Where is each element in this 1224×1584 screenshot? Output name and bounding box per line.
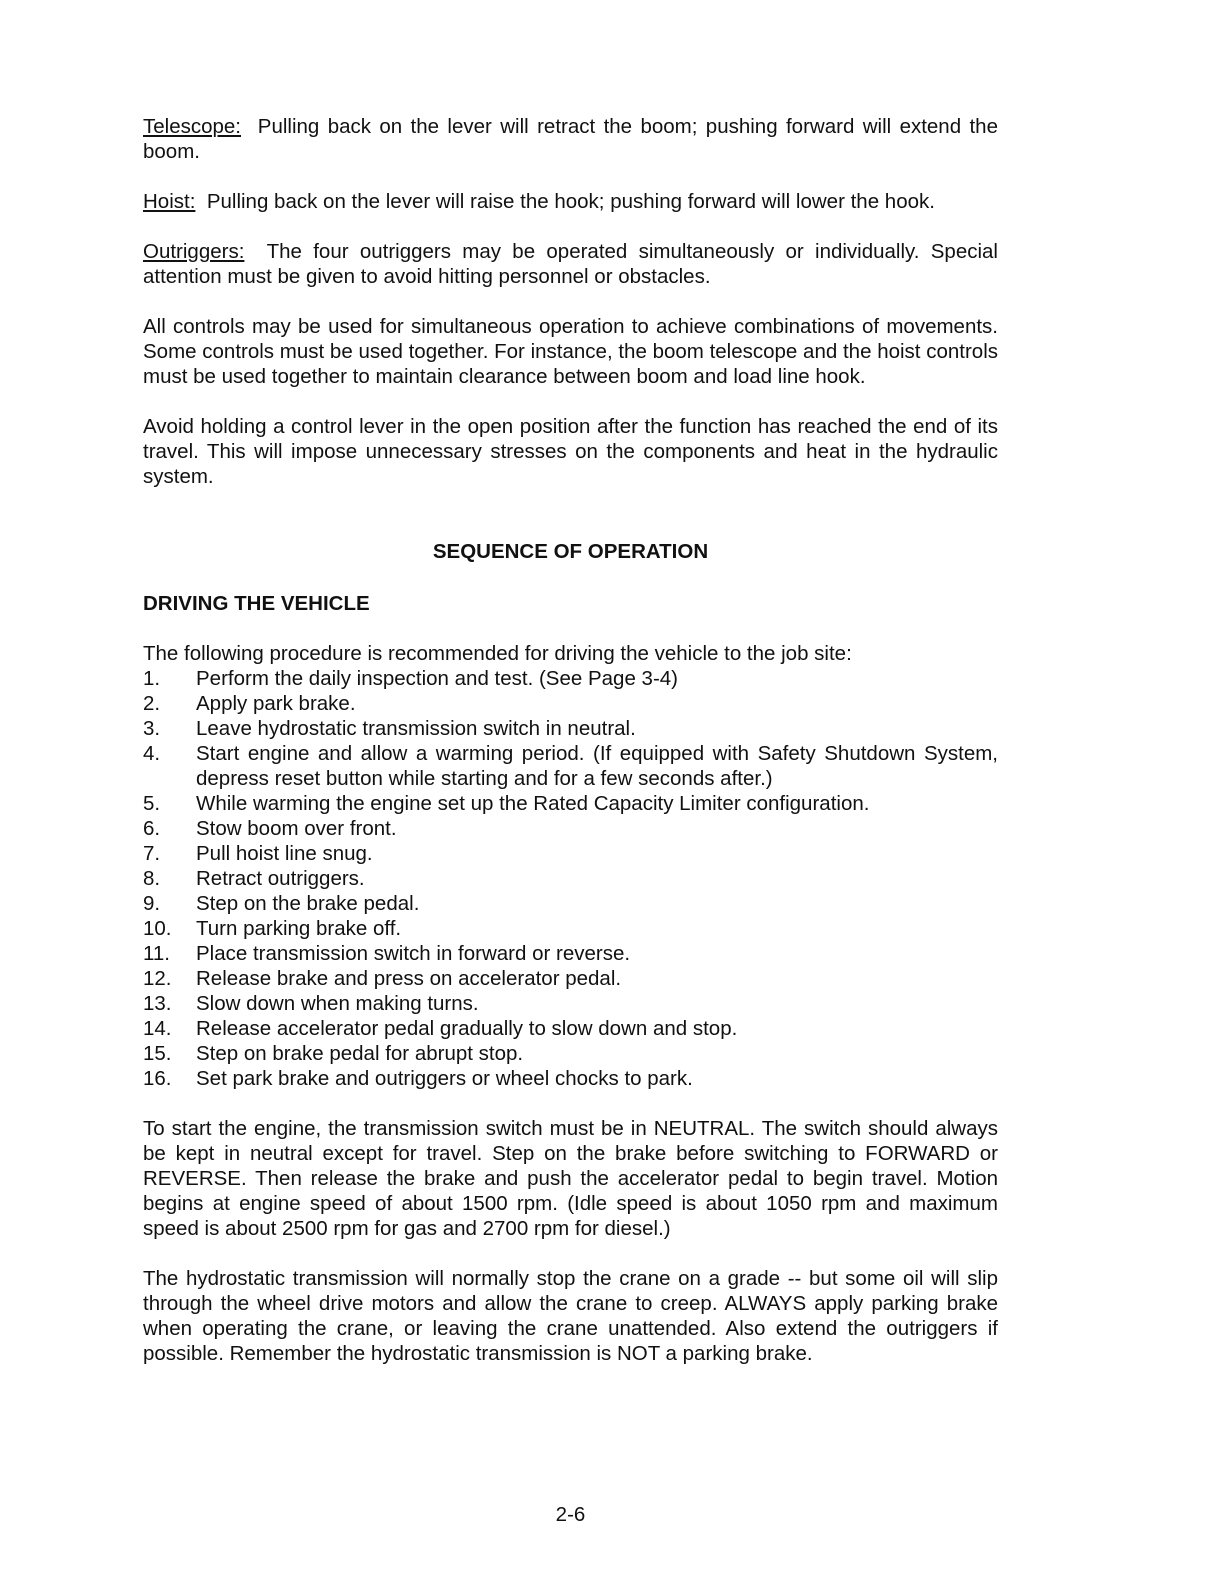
step-text: Perform the daily inspection and test. (See Page 3-4) <box>196 667 679 690</box>
page-number: 2-6 <box>555 1503 586 1526</box>
step-text: While warming the engine set up the Rated Capacity Limiter configuration. <box>196 792 870 815</box>
telescope-label: Telescope: <box>143 115 242 138</box>
list-item <box>143 691 998 716</box>
controls-paragraph: All controls may be used for simultaneous operation to achieve combinations of movements. Some controls must be used together. For instance, the boom telescope and the hoist controls must be used together to maintain clearance between boom and load line hook. <box>143 315 998 388</box>
step-text: Start engine and allow a warming period. (If equipped with Safety Shutdown System, depress reset button while starting and for a few seconds after.) <box>196 742 998 790</box>
step-text: Turn parking brake off. <box>196 917 402 940</box>
step-text: Release accelerator pedal gradually to slow down and stop. <box>196 1017 738 1040</box>
list-item <box>143 741 998 791</box>
step-text: Step on brake pedal for abrupt stop. <box>196 1042 524 1065</box>
outriggers-text: The four outriggers may be operated simultaneously or individually. Special attention must be given to avoid hitting personnel or obstacles. <box>143 240 998 288</box>
step-number: 7. <box>143 842 161 865</box>
list-item <box>143 1066 998 1091</box>
step-number: 10. <box>143 917 172 940</box>
list-item <box>143 716 998 741</box>
step-text: Place transmission switch in forward or reverse. <box>196 942 631 965</box>
list-item <box>143 866 998 891</box>
step-text: Leave hydrostatic transmission switch in neutral. <box>196 717 636 740</box>
list-item <box>143 941 998 966</box>
step-text: Pull hoist line snug. <box>196 842 373 865</box>
step-number: 8. <box>143 867 161 890</box>
document-page <box>143 114 998 1391</box>
list-item <box>143 891 998 916</box>
list-item <box>143 1016 998 1041</box>
step-number: 1. <box>143 667 161 690</box>
start-engine-paragraph: To start the engine, the transmission switch must be in NEUTRAL. The switch should always be kept in neutral except for travel. Step on the brake before switching to FORWARD or REVERSE. Then release the brake and push the accelerator pedal to begin travel. Motion begins at engine speed of about 1500 rpm. (Idle speed is about 1050 rpm and maximum speed is about 2500 rpm for gas and 2700 rpm for diesel.) <box>143 1117 998 1240</box>
list-item <box>143 991 998 1016</box>
step-number: 4. <box>143 742 161 765</box>
list-item <box>143 816 998 841</box>
hoist-paragraph <box>143 189 998 214</box>
outriggers-label: Outriggers: <box>143 240 245 263</box>
step-number: 13. <box>143 992 172 1015</box>
step-number: 2. <box>143 692 161 715</box>
step-number: 3. <box>143 717 161 740</box>
step-number: 12. <box>143 967 172 990</box>
hydrostatic-paragraph: The hydrostatic transmission will normally stop the crane on a grade -- but some oil will slip through the wheel drive motors and allow the crane to creep. ALWAYS apply parking brake when operating the crane, or leaving the crane unattended. Also extend the outriggers if possible. Remember the hydrostatic transmission is NOT a parking brake. <box>143 1267 998 1365</box>
list-item <box>143 1041 998 1066</box>
section-title: SEQUENCE OF OPERATION <box>432 540 709 563</box>
subsection-title: DRIVING THE VEHICLE <box>143 592 370 615</box>
step-text: Slow down when making turns. <box>196 992 479 1015</box>
step-number: 16. <box>143 1067 172 1090</box>
step-text: Set park brake and outriggers or wheel chocks to park. <box>196 1067 693 1090</box>
avoid-paragraph: Avoid holding a control lever in the open position after the function has reached the end of its travel. This will impose unnecessary stresses on the components and heat in the hydraulic system. <box>143 415 998 488</box>
telescope-text: Pulling back on the lever will retract the boom; pushing forward will extend the boom. <box>143 115 998 163</box>
list-item <box>143 666 998 691</box>
step-text: Stow boom over front. <box>196 817 397 840</box>
outriggers-paragraph <box>143 239 998 289</box>
hoist-label: Hoist: <box>143 190 196 213</box>
procedure-steps <box>143 666 998 1091</box>
hoist-text: Pulling back on the lever will raise the hook; pushing forward will lower the hook. <box>206 190 935 213</box>
step-number: 9. <box>143 892 161 915</box>
step-number: 14. <box>143 1017 172 1040</box>
list-item <box>143 916 998 941</box>
procedure-intro: The following procedure is recommended for driving the vehicle to the job site: <box>143 642 852 665</box>
step-number: 6. <box>143 817 161 840</box>
step-text: Apply park brake. <box>196 692 356 715</box>
telescope-paragraph <box>143 114 998 164</box>
list-item <box>143 791 998 816</box>
step-text: Retract outriggers. <box>196 867 365 890</box>
step-text: Step on the brake pedal. <box>196 892 420 915</box>
step-number: 15. <box>143 1042 172 1065</box>
step-text: Release brake and press on accelerator pedal. <box>196 967 622 990</box>
list-item <box>143 841 998 866</box>
step-number: 5. <box>143 792 161 815</box>
step-number: 11. <box>143 942 170 965</box>
list-item <box>143 966 998 991</box>
